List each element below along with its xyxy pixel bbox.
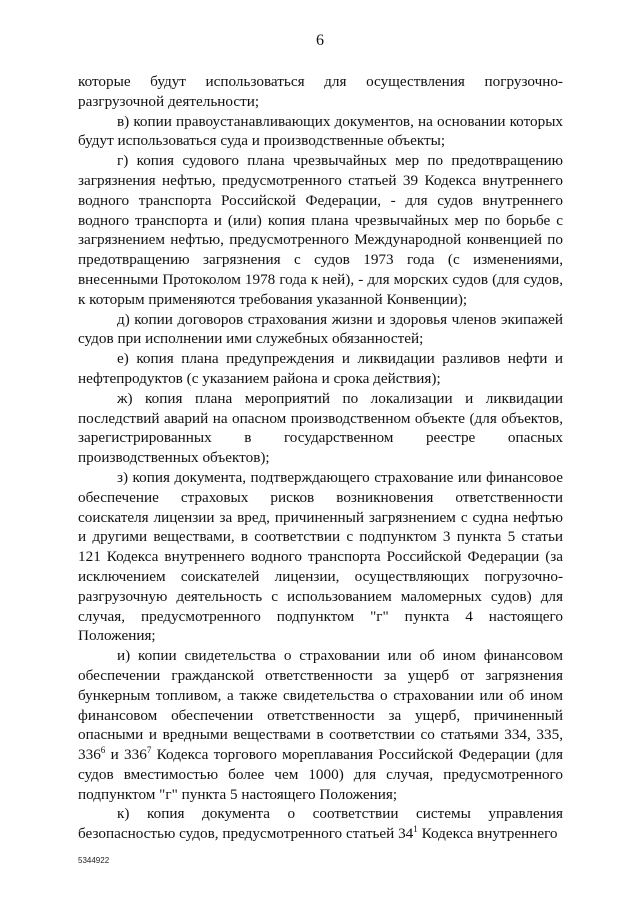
paragraph-item-i-part-2: и 336 xyxy=(105,746,147,764)
paragraph-item-i xyxy=(78,646,563,804)
paragraph-item-e: е) копия плана предупреждения и ликвидации разливов нефти и нефтепродуктов (с указанием района и срока действия); xyxy=(78,350,563,387)
superscript-6: 6 xyxy=(100,745,106,756)
paragraph-continuation: которые будут использоваться для осуществления погрузочно-разгрузочной деятельности; xyxy=(78,73,563,110)
page-number: 6 xyxy=(316,32,324,49)
paragraph-item-z: з) копия документа, подтверждающего страхование или финансовое обеспечение страховых рисков возникновения ответственности соискателя лицензии за вред, причиненный загрязнением с судна нефтью и другими веществами, в соответствии с подпунктом 3 пункта 5 статьи 121 Кодекса внутреннего водного транспорта Российской Федерации (за исключением соискателей лицензии, осуществляющих погрузочно-разгрузочную деятельность с использованием маломерных судов) для случая, предусмотренного подпунктом "г" пункта 4 настоящего Положения; xyxy=(78,468,563,645)
document-code: 5344922 xyxy=(78,856,110,865)
superscript-1: 1 xyxy=(413,824,418,835)
paragraph-item-i-part-3: Кодекса торгового мореплавания Российской Федерации (для судов вместимостью более чем 1000) для случая, предусмотренного подпунктом "г" пункта 5 настоящего Положения; xyxy=(78,746,563,803)
paragraph-item-i-part-1: и) копии свидетельства о страховании или об ином финансовом обеспечении гражданской ответственности за ущерб от загрязнения бункерным топливом, а также свидетельства о страховании или об ином финансовом обеспечении ответственности за ущерб, причиненный опасными и вредными веществами в соответствии со статьями 334, 335, 336 xyxy=(78,647,563,764)
paragraph-item-g: г) копия судового плана чрезвычайных мер по предотвращению загрязнения нефтью, предусмотренного статьей 39 Кодекса внутреннего водного транспорта Российской Федерации, - для судов внутреннего водного транспорта и (или) копия плана чрезвычайных мер по борьбе с загрязнением нефтью, предусмотренного Международной конвенцией по предотвращению загрязнения с судов 1973 года (с изменениями, внесенными Протоколом 1978 года к ней), - для морских судов (для судов, к которым применяются требования указанной Конвенции); xyxy=(78,152,563,308)
paragraph-item-k xyxy=(78,804,563,844)
superscript-7: 7 xyxy=(146,745,152,756)
paragraph-item-zh: ж) копия плана мероприятий по локализации и ликвидации последствий аварий на опасном производственном объекте (для объектов, зарегистрированных в государственном реестре опасных производственных объектов); xyxy=(78,389,563,467)
paragraph-item-k-part-2: Кодекса внутреннего xyxy=(417,825,558,843)
paragraph-item-k-part-1: к) копия документа о соответствии системы управления безопасностью судов, предусмотренного статьей 34 xyxy=(78,805,563,843)
paragraph-item-d: д) копии договоров страхования жизни и здоровья членов экипажей судов при исполнении ими служебных обязанностей; xyxy=(78,310,563,348)
document-body xyxy=(78,72,563,844)
paragraph-item-v: в) копии правоустанавливающих документов, на основании которых будут использоваться суда и производственные объекты; xyxy=(78,112,563,150)
